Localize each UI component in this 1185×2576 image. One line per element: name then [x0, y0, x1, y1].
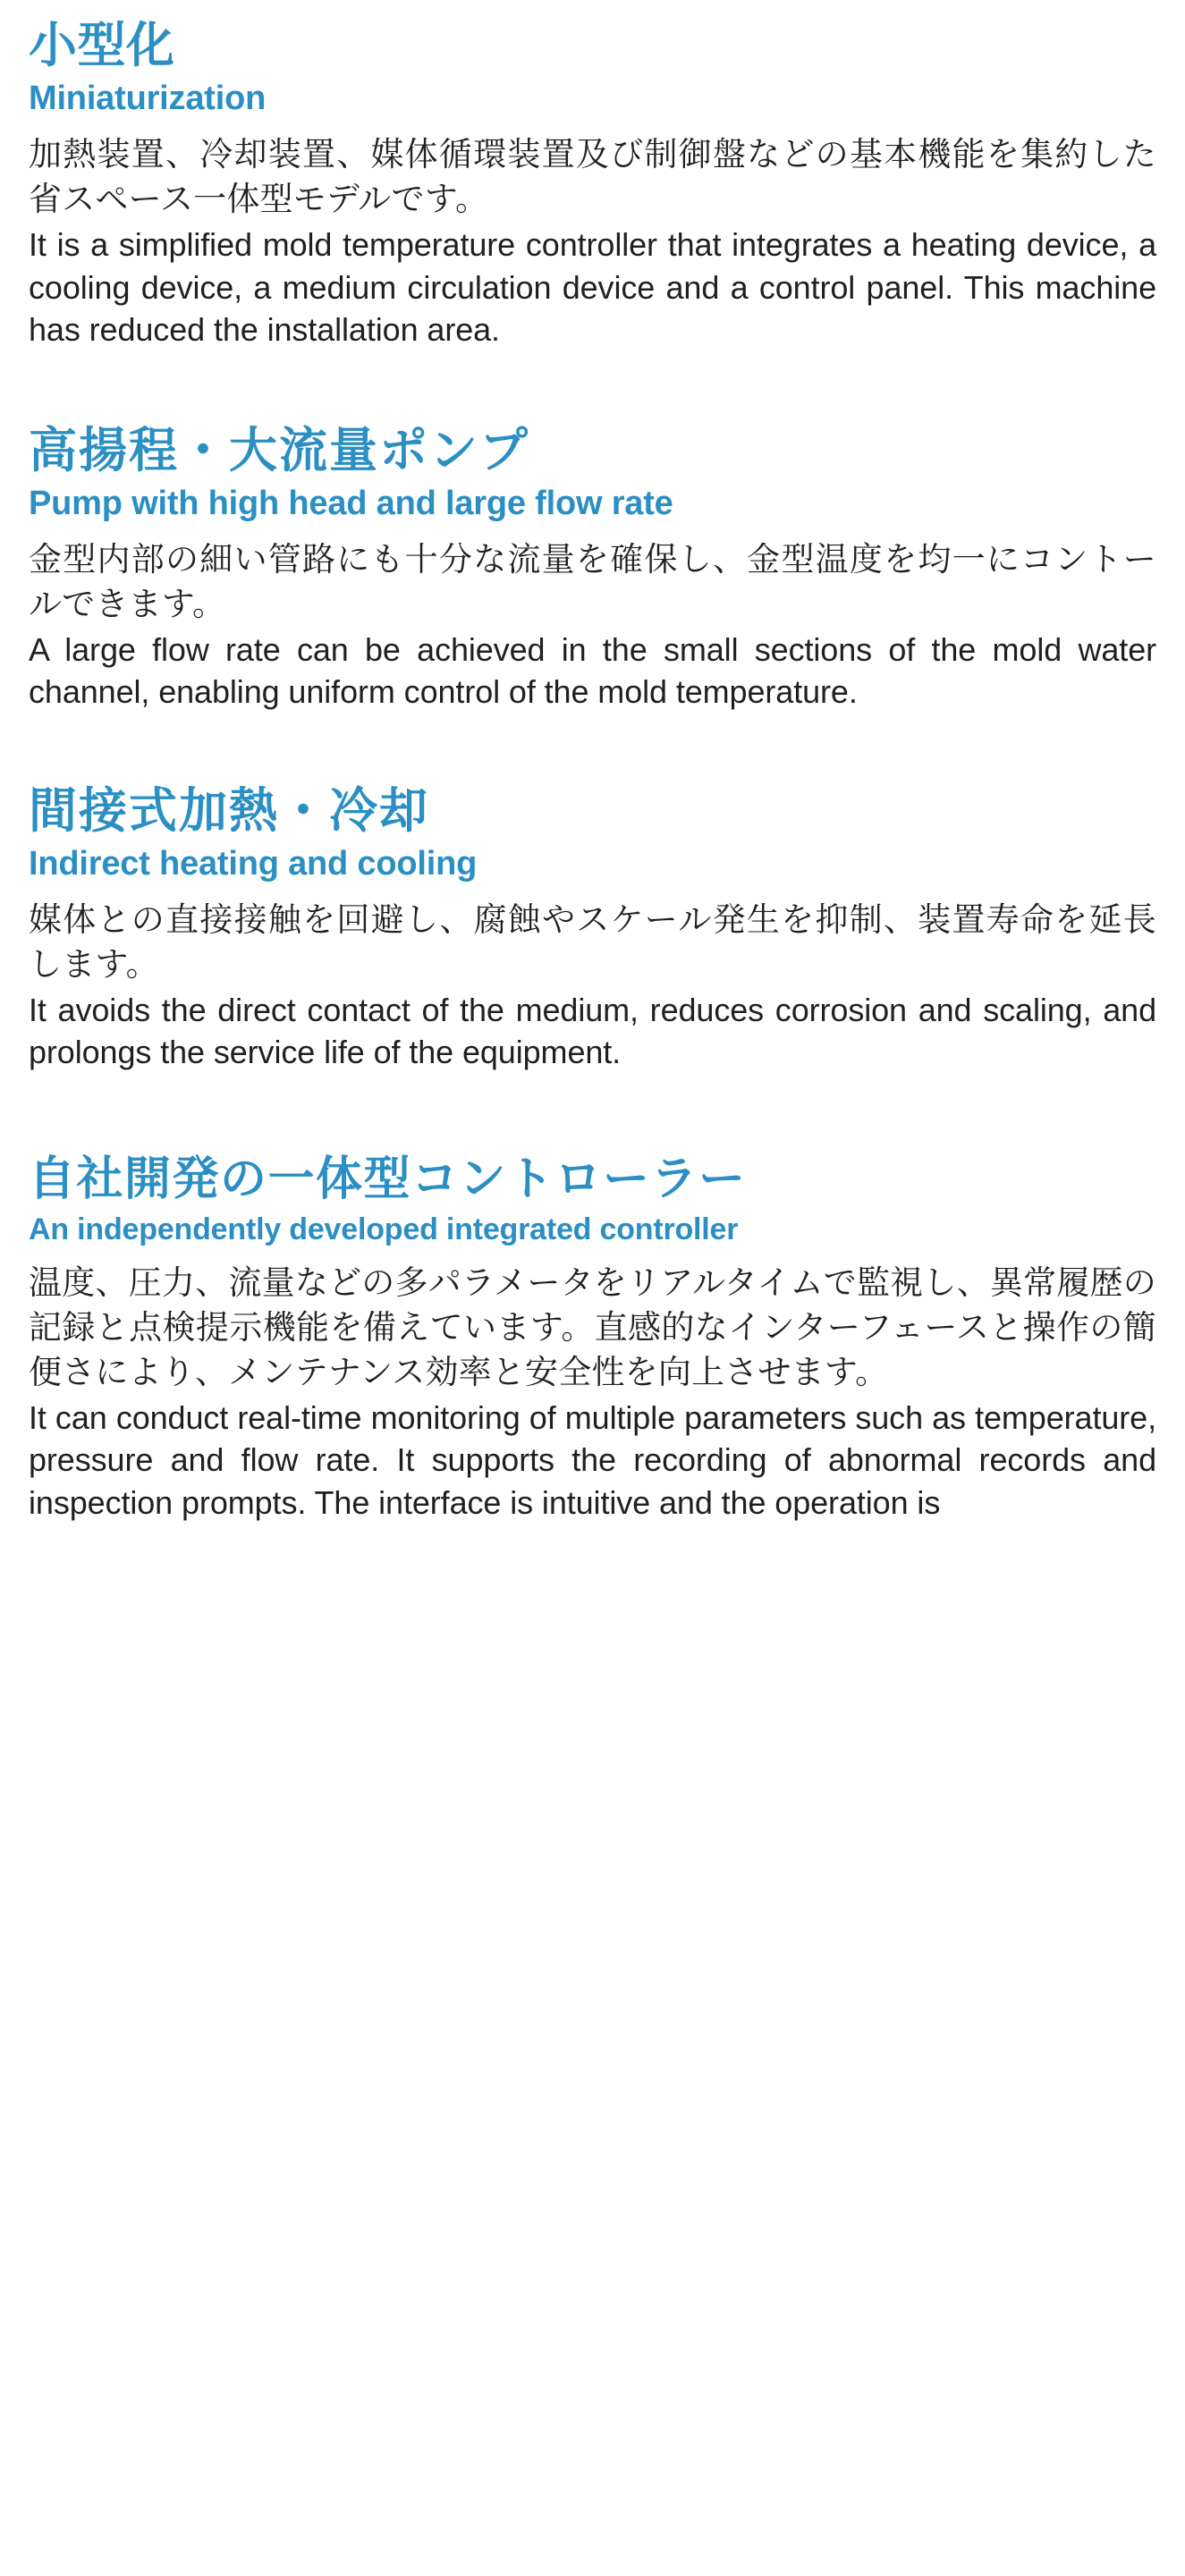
section-title-ja: 自社開発の一体型コントローラー — [29, 1153, 747, 1205]
section-title-ja: 高揚程・大流量ポンプ — [29, 423, 529, 477]
feature-section-miniaturization — [29, 20, 1156, 351]
section-title-en: Miniaturization — [29, 80, 267, 118]
section-body-en: It avoids the direct contact of the medium, reduces corrosion and scaling, and prolongs the service life of the equipment. — [29, 991, 1156, 1071]
section-title-ja: 小型化 — [29, 19, 175, 72]
section-title-en: An independently developed integrated controller — [29, 1212, 739, 1246]
feature-section-indirect-heating-cooling — [29, 785, 1156, 1074]
section-title-en: Pump with high head and large flow rate — [29, 484, 673, 522]
section-title-en: Indirect heating and cooling — [29, 844, 478, 883]
feature-section-pump — [29, 425, 1156, 714]
section-title-ja: 間接式加熱・冷却 — [29, 783, 429, 838]
section-body-en: It is a simplified mold temperature controller that integrates a heating device, a cooling device, a medium circulation device and a control panel. This machine has reduced the installation area. — [29, 225, 1156, 349]
section-body-en: A large flow rate can be achieved in the small sections of the mold water channel, enabling uniform control of the mold temperature. — [29, 630, 1156, 711]
section-body-ja: 加熱装置、冷却装置、媒体循環装置及び制御盤などの基本機能を集約した省スペース一体型モデルです。 — [29, 136, 1156, 218]
section-body-en: It can conduct real-time monitoring of multiple parameters such as temperature, pressure and flow rate. It supports the recording of abnormal records and inspection prompts. The interface is intuitive and the operation is — [29, 1398, 1156, 1521]
section-body-ja: 媒体との直接接触を回避し、腐蝕やスケール発生を抑制、装置寿命を延長します。 — [29, 900, 1156, 983]
feature-section-integrated-controller — [29, 1154, 1156, 1524]
section-body-ja: 温度、圧力、流量などの多パラメータをリアルタイムで監視し、異常履歴の記録と点検提示機能を備えています。直感的なインターフェースと操作の簡便さにより、メンテナンス効率と安全性を向上させます。 — [29, 1264, 1156, 1390]
section-body-ja: 金型内部の細い管路にも十分な流量を確保し、金型温度を均一にコントールできます。 — [29, 540, 1156, 622]
